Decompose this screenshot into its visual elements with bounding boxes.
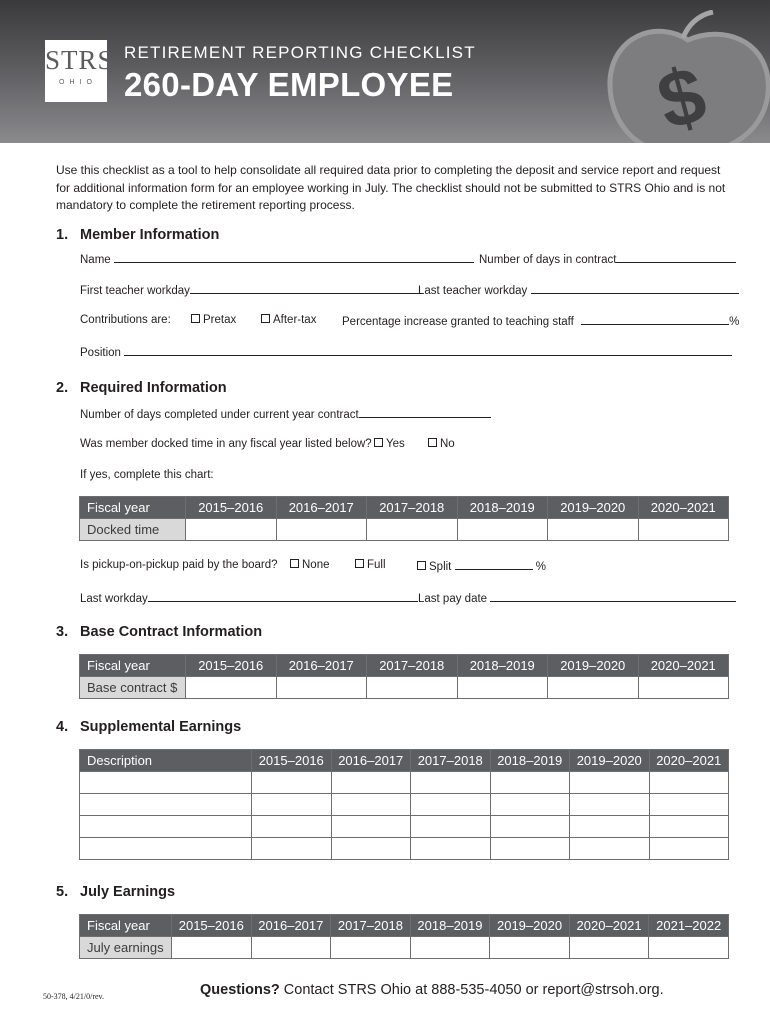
table-cell[interactable] bbox=[490, 816, 570, 838]
logo-sub-text: OHIO bbox=[59, 79, 97, 86]
first-workday-label: First teacher workday bbox=[80, 285, 190, 297]
year-header: 2015–2016 bbox=[186, 497, 277, 519]
year-header: 2018–2019 bbox=[457, 655, 548, 677]
table-row bbox=[80, 838, 729, 860]
pickup-full-label: Full bbox=[367, 559, 386, 571]
table-cell[interactable] bbox=[252, 816, 332, 838]
questions-lead: Questions? bbox=[200, 982, 280, 998]
table-cell[interactable] bbox=[367, 519, 458, 541]
last-workday-row bbox=[418, 283, 739, 297]
table-cell[interactable] bbox=[331, 772, 411, 794]
table-cell[interactable] bbox=[367, 677, 458, 699]
table-cell[interactable] bbox=[80, 794, 252, 816]
days-completed-row bbox=[80, 407, 491, 421]
checklist-kicker: RETIREMENT REPORTING CHECKLIST bbox=[124, 43, 476, 62]
last-workday2-label: Last workday bbox=[80, 593, 148, 605]
table-cell[interactable] bbox=[276, 519, 367, 541]
pickup-none-label: None bbox=[302, 559, 330, 571]
year-header: 2016–2017 bbox=[251, 915, 331, 937]
section-4-label: Supplemental Earnings bbox=[80, 719, 242, 735]
section-5-number: 5. bbox=[56, 884, 69, 900]
aftertax-option[interactable] bbox=[261, 314, 316, 326]
table-cell[interactable] bbox=[649, 838, 729, 860]
year-header: 2015–2016 bbox=[172, 915, 252, 937]
section-2-title bbox=[56, 380, 227, 396]
svg-text:$: $ bbox=[648, 49, 715, 147]
table-row bbox=[80, 816, 729, 838]
pickup-split-label: Split bbox=[429, 561, 452, 573]
name-row bbox=[80, 252, 474, 266]
docked-yes-label: Yes bbox=[386, 438, 405, 450]
table-row-label: Fiscal year bbox=[80, 497, 186, 519]
days-contract-label: Number of days in contract bbox=[479, 254, 617, 266]
last-workday-field[interactable] bbox=[531, 283, 739, 294]
pct-increase-label: Percentage increase granted to teaching staff bbox=[342, 316, 574, 328]
pretax-label: Pretax bbox=[203, 314, 237, 326]
table-cell[interactable] bbox=[570, 838, 650, 860]
name-label: Name bbox=[80, 254, 111, 266]
form-number: 50-378, 4/21/0/rev. bbox=[43, 992, 105, 1001]
table-row bbox=[80, 677, 729, 699]
table-cell[interactable] bbox=[490, 937, 570, 959]
year-header: 2015–2016 bbox=[186, 655, 277, 677]
position-label: Position bbox=[80, 347, 121, 359]
last-workday-label: Last teacher workday bbox=[418, 285, 528, 297]
year-header: 2017–2018 bbox=[367, 497, 458, 519]
header-banner bbox=[0, 0, 770, 147]
if-yes-note: If yes, complete this chart: bbox=[80, 469, 214, 481]
year-header: 2018–2019 bbox=[457, 497, 548, 519]
docked-yes-checkbox[interactable] bbox=[374, 438, 383, 447]
year-header: 2016–2017 bbox=[331, 750, 411, 772]
year-header: 2020–2021 bbox=[649, 750, 729, 772]
year-header: 2018–2019 bbox=[410, 915, 490, 937]
section-5-label: July Earnings bbox=[80, 884, 176, 900]
table-cell[interactable] bbox=[276, 677, 367, 699]
year-header: 2019–2020 bbox=[570, 750, 650, 772]
year-header: 2019–2020 bbox=[548, 655, 639, 677]
pretax-option[interactable] bbox=[191, 314, 236, 326]
table-row bbox=[80, 519, 729, 541]
name-field[interactable] bbox=[114, 252, 474, 263]
year-header: 2018–2019 bbox=[490, 750, 570, 772]
year-header: 2020–2021 bbox=[638, 497, 729, 519]
table-row bbox=[80, 655, 729, 677]
table-cell[interactable] bbox=[569, 937, 649, 959]
year-header: 2017–2018 bbox=[411, 750, 491, 772]
table-cell[interactable] bbox=[490, 772, 570, 794]
table-cell[interactable] bbox=[570, 772, 650, 794]
year-header: 2021–2022 bbox=[649, 915, 729, 937]
table-cell[interactable] bbox=[548, 677, 639, 699]
table-cell[interactable] bbox=[252, 838, 332, 860]
table-cell[interactable] bbox=[570, 794, 650, 816]
table-cell[interactable] bbox=[186, 519, 277, 541]
table-cell[interactable] bbox=[251, 937, 331, 959]
section-2-label: Required Information bbox=[80, 380, 227, 396]
intro-paragraph: Use this checklist as a tool to help consolidate all required data prior to completing the deposit and service report and request for additional information form for an employee working in July. The checklist should not be submitted to STRS Ohio and is not mandatory to complete the retirement reporting process. bbox=[56, 163, 726, 212]
section-1-label: Member Information bbox=[80, 227, 220, 243]
pretax-checkbox[interactable] bbox=[191, 314, 200, 323]
table-cell[interactable] bbox=[252, 772, 332, 794]
questions-contact-text: Contact STRS Ohio at 888-535-4050 or report@strsoh.org. bbox=[279, 982, 664, 998]
last-pay-field[interactable] bbox=[490, 591, 736, 602]
aftertax-checkbox[interactable] bbox=[261, 314, 270, 323]
section-3-label: Base Contract Information bbox=[80, 624, 263, 640]
table-cell[interactable] bbox=[80, 816, 252, 838]
table-row-label: Base contract $ bbox=[80, 677, 186, 699]
section-1-title bbox=[56, 227, 219, 243]
docked-no-option[interactable] bbox=[428, 438, 455, 450]
table-cell[interactable] bbox=[172, 937, 252, 959]
year-header: 2019–2020 bbox=[490, 915, 570, 937]
aftertax-label: After-tax bbox=[273, 314, 317, 326]
first-workday-row bbox=[80, 283, 422, 297]
docked-no-checkbox[interactable] bbox=[428, 438, 437, 447]
table-row-label: Docked time bbox=[80, 519, 186, 541]
july-earnings-table bbox=[79, 914, 729, 959]
table-cell[interactable] bbox=[490, 794, 570, 816]
table-row-label: July earnings bbox=[80, 937, 172, 959]
table-cell[interactable] bbox=[410, 937, 490, 959]
table-cell[interactable] bbox=[649, 937, 729, 959]
last-workday2-field[interactable] bbox=[148, 591, 418, 602]
days-completed-field[interactable] bbox=[359, 407, 491, 418]
section-3-title bbox=[56, 624, 262, 640]
table-cell[interactable] bbox=[411, 794, 491, 816]
description-header: Description bbox=[80, 750, 252, 772]
table-cell[interactable] bbox=[570, 816, 650, 838]
strs-ohio-logo bbox=[45, 40, 114, 102]
table-cell[interactable] bbox=[331, 794, 411, 816]
last-pay-label: Last pay date bbox=[418, 593, 488, 605]
table-cell[interactable] bbox=[457, 677, 548, 699]
year-header: 2017–2018 bbox=[367, 655, 458, 677]
table-row-label: Fiscal year bbox=[80, 655, 186, 677]
logo-main-text: STRS bbox=[45, 45, 114, 75]
table-row bbox=[80, 794, 729, 816]
days-contract-field[interactable] bbox=[616, 252, 736, 263]
year-header: 2016–2017 bbox=[276, 655, 367, 677]
table-cell[interactable] bbox=[649, 772, 729, 794]
position-field[interactable] bbox=[124, 345, 732, 356]
pickup-question: Is pickup-on-pickup paid by the board? bbox=[80, 559, 278, 571]
table-row bbox=[80, 750, 729, 772]
docked-no-label: No bbox=[440, 438, 455, 450]
pct-increase-field[interactable] bbox=[581, 314, 729, 325]
year-header: 2017–2018 bbox=[331, 915, 411, 937]
supplemental-earnings-table bbox=[79, 749, 729, 860]
docked-time-table bbox=[79, 496, 729, 541]
table-cell[interactable] bbox=[80, 772, 252, 794]
section-5-title bbox=[56, 884, 175, 900]
pickup-full-checkbox[interactable] bbox=[355, 559, 364, 568]
year-header: 2020–2021 bbox=[638, 655, 729, 677]
table-cell[interactable] bbox=[186, 677, 277, 699]
table-cell[interactable] bbox=[490, 838, 570, 860]
year-header: 2019–2020 bbox=[548, 497, 639, 519]
split-pct-field[interactable] bbox=[455, 559, 533, 570]
pickup-none-option[interactable] bbox=[290, 559, 330, 571]
pct-increase-row bbox=[342, 314, 739, 328]
questions-contact bbox=[200, 982, 664, 998]
table-cell[interactable] bbox=[649, 794, 729, 816]
table-cell[interactable] bbox=[411, 772, 491, 794]
pickup-split-checkbox[interactable] bbox=[417, 561, 426, 570]
table-cell[interactable] bbox=[548, 519, 639, 541]
table-cell[interactable] bbox=[331, 838, 411, 860]
table-cell[interactable] bbox=[80, 838, 252, 860]
apple-dollar-icon bbox=[588, 10, 770, 147]
table-cell[interactable] bbox=[638, 677, 729, 699]
section-4-title bbox=[56, 719, 241, 735]
table-row bbox=[80, 915, 729, 937]
days-contract-row bbox=[479, 252, 736, 266]
section-4-number: 4. bbox=[56, 719, 69, 735]
table-row-label: Fiscal year bbox=[80, 915, 172, 937]
table-cell[interactable] bbox=[411, 838, 491, 860]
position-row bbox=[80, 345, 732, 359]
table-cell[interactable] bbox=[331, 816, 411, 838]
table-cell[interactable] bbox=[331, 937, 411, 959]
last-pay-row bbox=[418, 591, 736, 605]
year-header: 2015–2016 bbox=[252, 750, 332, 772]
table-cell[interactable] bbox=[252, 794, 332, 816]
section-2-number: 2. bbox=[56, 380, 69, 396]
first-workday-field[interactable] bbox=[190, 283, 422, 294]
last-workday2-row bbox=[80, 591, 418, 605]
year-header: 2020–2021 bbox=[569, 915, 649, 937]
docked-question: Was member docked time in any fiscal year listed below? bbox=[80, 438, 372, 450]
table-cell[interactable] bbox=[457, 519, 548, 541]
table-cell[interactable] bbox=[649, 816, 729, 838]
table-cell[interactable] bbox=[638, 519, 729, 541]
pickup-full-option[interactable] bbox=[355, 559, 386, 571]
base-contract-table bbox=[79, 654, 729, 699]
section-1-number: 1. bbox=[56, 227, 69, 243]
table-cell[interactable] bbox=[411, 816, 491, 838]
docked-yes-option[interactable] bbox=[374, 438, 405, 450]
pickup-split-option[interactable] bbox=[417, 559, 546, 573]
table-row bbox=[80, 497, 729, 519]
split-pct-sign: % bbox=[535, 561, 547, 573]
year-header: 2016–2017 bbox=[276, 497, 367, 519]
pickup-none-checkbox[interactable] bbox=[290, 559, 299, 568]
table-row bbox=[80, 937, 729, 959]
pct-sign: % bbox=[729, 316, 740, 328]
page-title: 260-DAY EMPLOYEE bbox=[124, 66, 454, 103]
days-completed-label: Number of days completed under current year contract bbox=[80, 409, 359, 421]
contributions-label: Contributions are: bbox=[80, 314, 171, 326]
table-row bbox=[80, 772, 729, 794]
section-3-number: 3. bbox=[56, 624, 69, 640]
